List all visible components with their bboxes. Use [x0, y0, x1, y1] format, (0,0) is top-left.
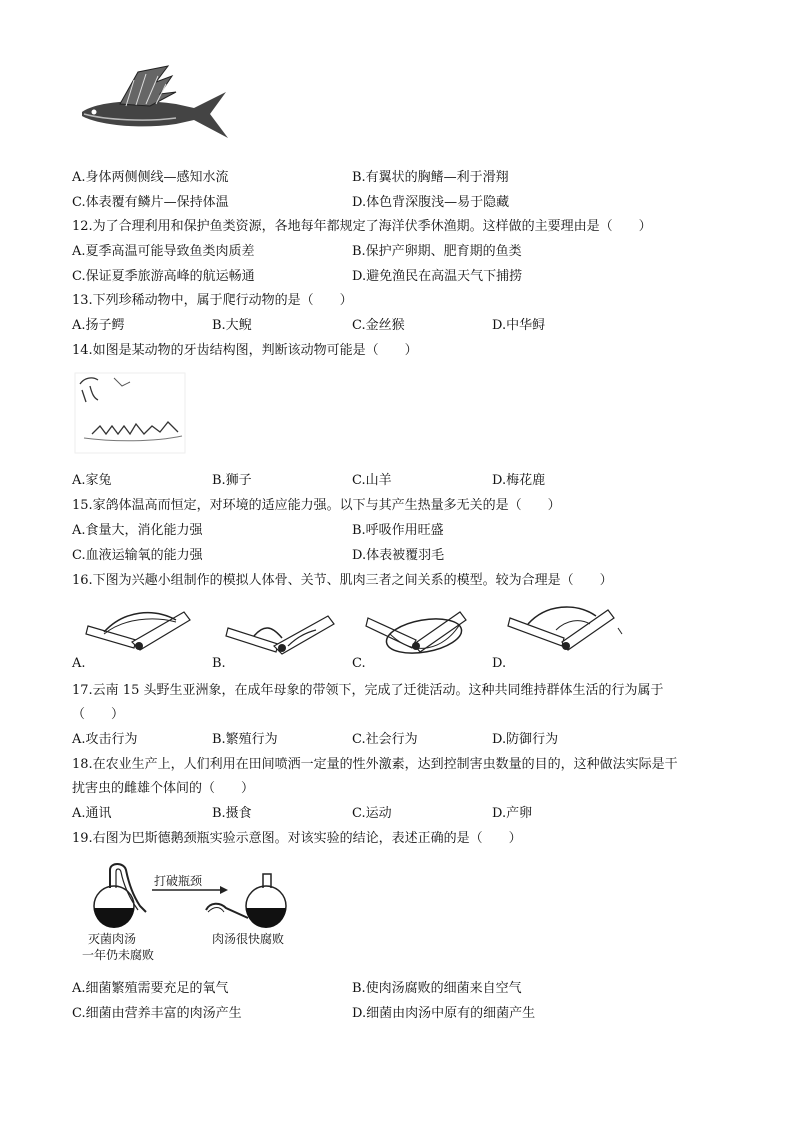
- q15-option-b: B.呼吸作用旺盛: [352, 523, 444, 538]
- q12-option-a: A.夏季高温可能导致鱼类肉质差: [72, 244, 255, 259]
- q14-option-c: C.山羊: [352, 473, 392, 488]
- q15-option-d: D.体表被覆羽毛: [352, 548, 445, 563]
- q16-option-c: C.: [352, 656, 366, 671]
- q19-option-c: C.细菌由营养丰富的肉汤产生: [72, 1006, 242, 1021]
- q15-option-a: A.食量大，消化能力强: [72, 523, 203, 538]
- q14-option-a: A.家兔: [72, 473, 112, 488]
- q12-stem: 12.为了合理利用和保护鱼类资源，各地每年都规定了海洋伏季休渔期。这样做的主要理由是（ ）: [72, 219, 652, 234]
- model-c-figure: [364, 606, 476, 666]
- fig-arrow-label: 打破瓶颈: [154, 874, 203, 888]
- model-a-figure: [84, 604, 196, 664]
- teeth-figure: [74, 372, 186, 454]
- q17-option-c: C.社会行为: [352, 732, 418, 747]
- q14-option-b: B.狮子: [212, 473, 252, 488]
- bone-joint-muscle-model-icon: [84, 604, 196, 664]
- bone-joint-muscle-model-icon: [364, 606, 476, 666]
- q19-stem: 19.右图为巴斯德鹅颈瓶实验示意图。对该实验的结论，表述正确的是（ ）: [72, 831, 522, 846]
- q18-option-c: C.运动: [352, 806, 392, 821]
- q18-option-d: D.产卵: [492, 806, 533, 821]
- q18-stem-line2: 扰害虫的雌雄个体间的（ ）: [72, 781, 255, 796]
- bone-joint-muscle-model-icon: [506, 604, 626, 664]
- q17-stem-line1: 17.云南 15 头野生亚洲象，在成年母象的带领下，完成了迁徙活动。这种共同维持群体生活的行为属于: [72, 683, 664, 698]
- q13-option-d: D.中华鲟: [492, 318, 546, 333]
- q19-option-a: A.细菌繁殖需要充足的氧气: [72, 981, 229, 996]
- q17-option-d: D.防御行为: [492, 732, 559, 747]
- q16-option-b: B.: [212, 656, 226, 671]
- q12-option-d: D.避免渔民在高温天气下捕捞: [352, 269, 523, 284]
- fig-left-label-2: 一年仍未腐败: [82, 948, 155, 962]
- flying-fish-figure: [76, 64, 232, 144]
- q11-option-c: C.体表覆有鳞片—保持体温: [72, 195, 229, 210]
- q11-option-a: A.身体两侧侧线—感知水流: [72, 170, 229, 185]
- q17-option-a: A.攻击行为: [72, 732, 138, 747]
- q18-stem-line1: 18.在农业生产上，人们利用在田间喷洒一定量的性外激素，达到控制害虫数量的目的，这种做法实际是干: [72, 757, 678, 772]
- model-b-figure: [224, 606, 336, 666]
- q13-option-a: A.扬子鳄: [72, 318, 125, 333]
- q15-option-c: C.血液运输氧的能力强: [72, 548, 203, 563]
- q13-stem: 13.下列珍稀动物中，属于爬行动物的是（ ）: [72, 293, 353, 308]
- q14-stem: 14.如图是某动物的牙齿结构图，判断该动物可能是（ ）: [72, 343, 418, 358]
- model-d-figure: [506, 604, 626, 664]
- fig-right-label: 肉汤很快腐败: [212, 932, 285, 946]
- q18-option-a: A.通讯: [72, 806, 112, 821]
- swan-neck-flask-icon: [80, 860, 310, 930]
- q16-option-d: D.: [492, 656, 507, 671]
- q19-option-d: D.细菌由肉汤中原有的细菌产生: [352, 1006, 536, 1021]
- q13-option-c: C.金丝猴: [352, 318, 405, 333]
- q19-option-b: B.使肉汤腐败的细菌来自空气: [352, 981, 522, 996]
- q16-option-a: A.: [72, 656, 86, 671]
- teeth-diagram-icon: [74, 372, 186, 454]
- fig-left-label-1: 灭菌肉汤: [88, 932, 137, 946]
- q14-option-d: D.梅花鹿: [492, 473, 546, 488]
- q12-option-b: B.保护产卵期、肥育期的鱼类: [352, 244, 522, 259]
- q11-option-b: B.有翼状的胸鳍—利于滑翔: [352, 170, 509, 185]
- flying-fish-icon: [76, 64, 232, 144]
- bone-joint-muscle-model-icon: [224, 606, 336, 666]
- q17-option-b: B.繁殖行为: [212, 732, 278, 747]
- q13-option-b: B.大鲵: [212, 318, 252, 333]
- q18-option-b: B.摄食: [212, 806, 252, 821]
- q17-stem-line2: （ ）: [72, 707, 125, 722]
- q16-stem: 16.下图为兴趣小组制作的模拟人体骨、关节、肌肉三者之间关系的模型。较为合理是（ ）: [72, 573, 613, 588]
- swan-neck-flask-figure: [80, 860, 310, 964]
- q12-option-c: C.保证夏季旅游高峰的航运畅通: [72, 269, 255, 284]
- q11-option-d: D.体色背深腹浅—易于隐藏: [352, 195, 510, 210]
- q15-stem: 15.家鸽体温高而恒定，对环境的适应能力强。以下与其产生热量多无关的是（ ）: [72, 498, 561, 513]
